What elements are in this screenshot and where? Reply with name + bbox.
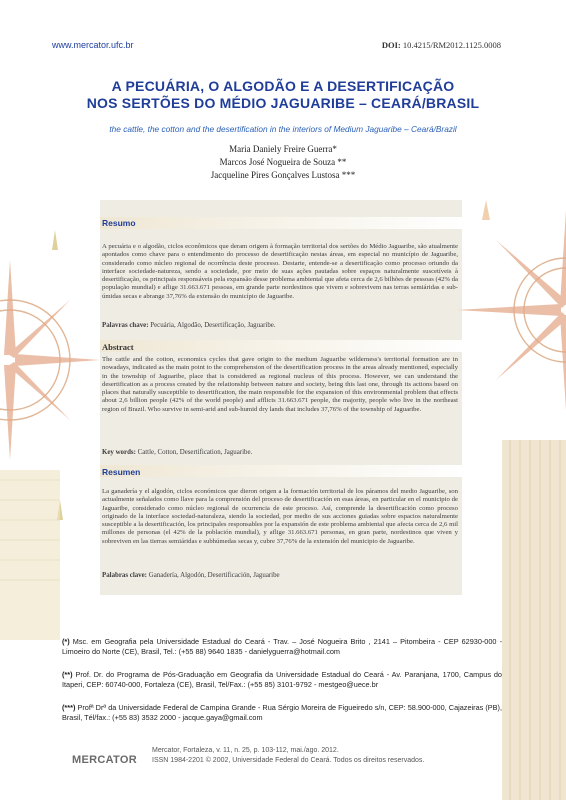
abstract-keywords	[102, 449, 458, 456]
abstract-text: The cattle and the cotton, economics cycles that gave origin to the medium Jaguaribe wilderness's territorial formation are in nowadays, indicated as the main point to the comprehension of the desertification process in the areas already mentioned, especially in the township of Jaguaribe, place that is considered as regional nucleus of this process. However, we can understand the desertification as a process created by the relationship between nature and society, being this last one, through its actions based on places that naturally susceptible to desertification, the main responsible for the expansion of this environmental problem that effects about 2,6 billion people (42% of the world people) and afflicts 31.663.671 people, the majority, people who live in the northeast region of Brazil. Who survive in semi-arid and sub-humid dry lands that includes 37,76% of the township of Jaguaribe.	[102, 356, 458, 413]
resumen-heading: Resumen	[102, 467, 141, 477]
resumen-section	[102, 467, 458, 477]
keywords-value: Pecuária, Algodão, Desertificação, Jaguaribe.	[150, 322, 276, 329]
author: Jacqueline Pires Gonçalves Lustosa ***	[210, 170, 356, 180]
resumen-keywords	[102, 572, 458, 579]
abstract-body	[102, 356, 458, 414]
footnote-text: Prof. Dr. do Programa de Pós-Graduação em Geografia da Universidade Estadual do Ceará - Av. Paranjana, 1700, Campus do Itaperi, CEP: 60740-000, Fortaleza (CE), Brasil, Tel/Fax.: (+55 85) 3101-9792 - mestgeo@uece.br	[62, 670, 502, 689]
keywords-label: Palabras clave:	[102, 572, 147, 579]
keywords-value: Cattle, Cotton, Desertification, Jaguaribe.	[137, 449, 253, 456]
resumo-heading: Resumo	[102, 218, 136, 228]
logo-wordmark: MERCATOR	[72, 754, 137, 766]
footnote	[62, 670, 502, 689]
abstract-heading: Abstract	[102, 342, 134, 352]
keywords-label: Palavras chave:	[102, 322, 149, 329]
striped-texture-decoration	[502, 440, 566, 800]
journal-url[interactable]: www.mercator.ufc.br	[52, 40, 134, 50]
footnote-mark: (*)	[62, 637, 70, 646]
footnote-text: Msc. em Geografia pela Universidade Estadual do Ceará - Trav. – José Nogueira Brito , 2141 – Pitombeira - CEP 62930-000 - Limoeiro do Norte (CE), Brasil, Tel.: (+55 88) 9640 1835 - danielyguerra@hotmail.com	[62, 637, 502, 656]
resumo-text: A pecuária e o algodão, ciclos econômicos que deram origem à formação territorial dos sertões do Médio Jaguaribe, são atualmente apontados como chave para o entendimento do processo de desertificação nestas áreas, em especial no município de Jaguaribe, considerado como núcleo regional de ocorrência deste processo. Destarte, entende-se a desertificação como processo oriundo da interface sociedade-natureza, sendo a sociedade, por meio de suas ações pautadas sobre espaços naturalmente suscetíveis à desertificação, os principais responsáveis pela expansão desse problema ambiental que afeta cerca de 2,6 bilhões de pessoas (42% da população mundial) e aflige 31.663.671 pessoas, em grande parte nordestinos que vivem e sobrevivem nas terras semiáridas e sub-úmidas secas e abrange 37,76% da extensão do município de Jaguaribe.	[102, 243, 458, 300]
resumo-body	[102, 243, 458, 301]
resumen-body	[102, 488, 458, 546]
footnote	[62, 703, 502, 722]
article-title	[0, 78, 566, 112]
keywords-value: Ganadería, Algodón, Desertificación, Jaguaribe	[148, 572, 280, 579]
doi-label: DOI:	[381, 40, 401, 50]
footnote-mark: (**)	[62, 670, 73, 679]
mercator-logo	[72, 750, 142, 770]
citation-line: Mercator, Fortaleza, v. 11, n. 25, p. 103-112, mai./ago. 2012.	[152, 747, 339, 754]
keywords-label: Key words:	[102, 449, 136, 456]
author: Marcos José Nogueira de Souza **	[219, 157, 347, 167]
doi-value: 10.4215/RM2012.1125.0008	[402, 40, 501, 50]
english-title: the cattle, the cotton and the desertification in the interiors of Medium Jaguaribe – Ceará/Brazil	[109, 124, 457, 134]
title-line-1: A PECUÁRIA, O ALGODÃO E A DESERTIFICAÇÃO	[111, 78, 455, 94]
compass-rose-decoration-left	[0, 170, 100, 640]
footer-citation	[152, 746, 424, 766]
footnote	[62, 637, 502, 656]
title-line-2: NOS SERTÕES DO MÉDIO JAGUARIBE – CEARÁ/BRASIL	[86, 95, 480, 111]
issn-line: ISSN 1984-2201 © 2002, Universidade Federal do Ceará. Todos os direitos reservados.	[152, 757, 425, 764]
author: Maria Daniely Freire Guerra*	[229, 144, 337, 154]
resumen-text: La ganadería y el algodón, ciclos económicos que dieron origen a la formación territorial de los páramos del medio Jaguaribe, son actualmente señalados como llave para la comprensión del proceso de desertificación en esas áreas, en particular en el municipio de Jaguaribe, considerado como núcleo regional de ocurrencia de este proceso. Así, comprende la desertificación como proceso originado de la interface sociedad-naturaleza, siendo la sociedad, por medio de sus acciones guiadas sobre espacios naturalmente susceptible a la desertificación, los principales responsables por la expansión de este problema ambiental que afecta cerca de 2,6 mil millones de personas (el 42% de la población mundial), y aflige 31.663.671 personas, en gran parte, nordestinos que viven y sobreviven en las tierras semiáridas e subhúmedas secas y, cubre 37,76% de la extensión del municipio de Jaguaribe.	[102, 488, 458, 545]
footnote-mark: (***)	[62, 703, 76, 712]
abstract-section	[102, 342, 458, 352]
footnote-text: Profª Drª da Universidade Federal de Campina Grande - Rua Sérgio Moreira de Figueiredo s/n, CEP: 58.900-000, Cajazeiras (PB), Brasil, Tél/fax.: (+55 83) 3532 2000 - jacque.gaya@gmail.com	[62, 703, 502, 722]
resumo-section	[102, 218, 458, 228]
doi	[382, 40, 501, 50]
resumo-keywords	[102, 322, 458, 329]
